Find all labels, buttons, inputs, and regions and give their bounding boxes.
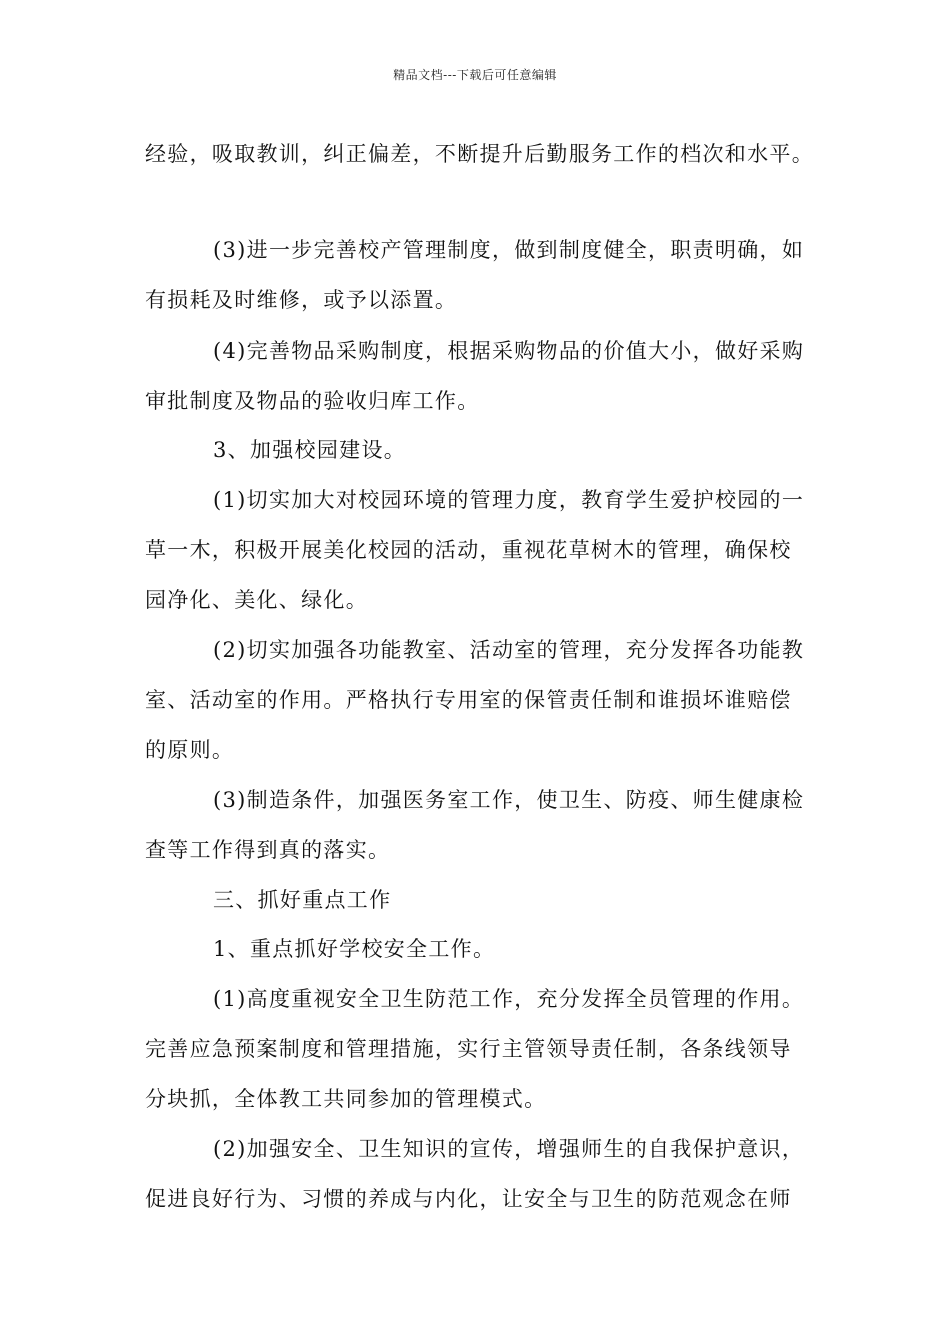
text-line: 有损耗及时维修，或予以添置。 [145, 288, 458, 312]
text-line: (2)加强安全、卫生知识的宣传，增强师生的自我保护意识， [213, 1137, 805, 1161]
text-line: 的原则。 [145, 738, 235, 762]
page-header: 精品文档---下载后可任意编辑 [393, 68, 557, 82]
text-line: (4)完善物品采购制度，根据采购物品的价值大小，做好采购 [213, 339, 805, 363]
text-line: 分块抓，全体教工共同参加的管理模式。 [145, 1087, 547, 1111]
text-line: 查等工作得到真的落实。 [145, 838, 391, 862]
text-line: 草一木，积极开展美化校园的活动，重视花草树木的管理，确保校 [145, 538, 792, 562]
section-heading: 1、重点抓好学校安全工作。 [213, 937, 496, 961]
text-line: (1)切实加大对校园环境的管理力度，教育学生爱护校园的一 [213, 488, 805, 512]
section-heading: 三、抓好重点工作 [213, 888, 392, 912]
text-line: 审批制度及物品的验收归库工作。 [145, 389, 480, 413]
text-line: 园净化、美化、绿化。 [145, 588, 368, 612]
text-line: 经验，吸取教训，纠正偏差，不断提升后勤服务工作的档次和水平。 [145, 142, 814, 166]
text-line: (3)制造条件，加强医务室工作，使卫生、防疫、师生健康检 [213, 788, 805, 812]
text-line: (3)进一步完善校产管理制度，做到制度健全，职责明确，如 [213, 238, 805, 262]
text-line: 完善应急预案制度和管理措施，实行主管领导责任制，各条线领导 [145, 1037, 792, 1061]
text-line: 室、活动室的作用。严格执行专用室的保管责任制和谁损坏谁赔偿 [145, 688, 792, 712]
section-heading: 3、加强校园建设。 [213, 438, 407, 462]
text-line: (2)切实加强各功能教室、活动室的管理，充分发挥各功能教 [213, 638, 805, 662]
text-line: 促进良好行为、习惯的养成与内化，让安全与卫生的防范观念在师 [145, 1187, 792, 1211]
text-line: (1)高度重视安全卫生防范工作，充分发挥全员管理的作用。 [213, 987, 805, 1011]
